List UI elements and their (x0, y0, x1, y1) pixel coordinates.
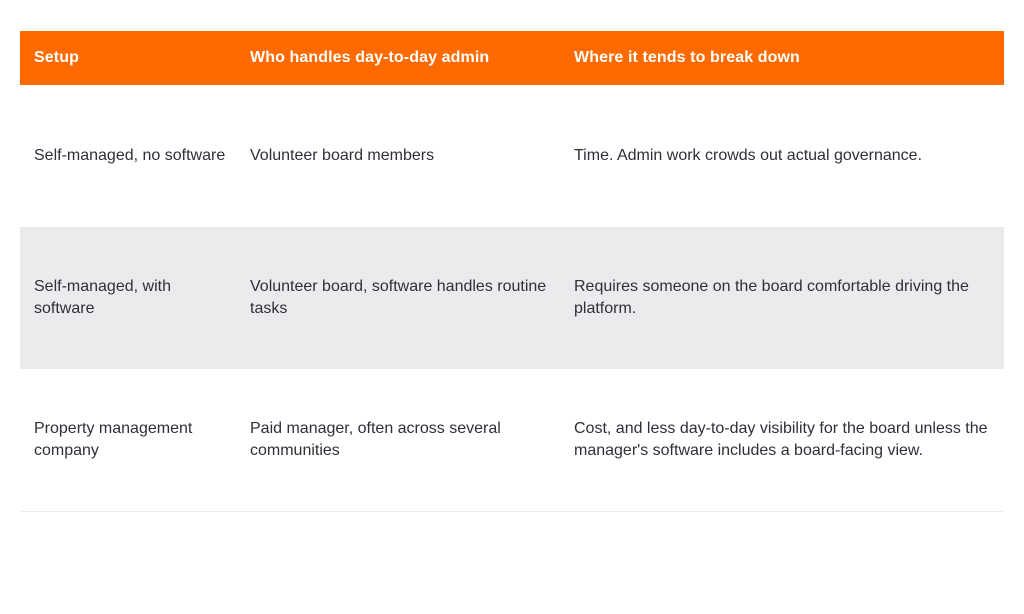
setup-cell: Self-managed, no software (34, 147, 226, 164)
header-admin: Who handles day-to-day admin (250, 49, 490, 66)
setup-cell: Property management company (34, 420, 193, 459)
table-header (20, 31, 1004, 85)
breakdown-cell: Requires someone on the board comfortable driving the platform. (574, 278, 969, 317)
table-row (20, 85, 1004, 227)
header-setup: Setup (34, 49, 79, 66)
admin-cell: Volunteer board, software handles routine tasks (250, 278, 547, 317)
table-row (20, 369, 1004, 512)
header-breakdown: Where it tends to break down (574, 49, 800, 66)
admin-cell: Paid manager, often across several communities (250, 420, 501, 459)
setup-cell: Self-managed, with software (34, 278, 171, 317)
table-row (20, 227, 1004, 369)
breakdown-cell: Cost, and less day-to-day visibility for the board unless the manager's software includes a board-facing view. (574, 420, 988, 459)
comparison-table (20, 31, 1004, 512)
breakdown-cell: Time. Admin work crowds out actual governance. (574, 147, 923, 164)
admin-cell: Volunteer board members (250, 147, 435, 164)
